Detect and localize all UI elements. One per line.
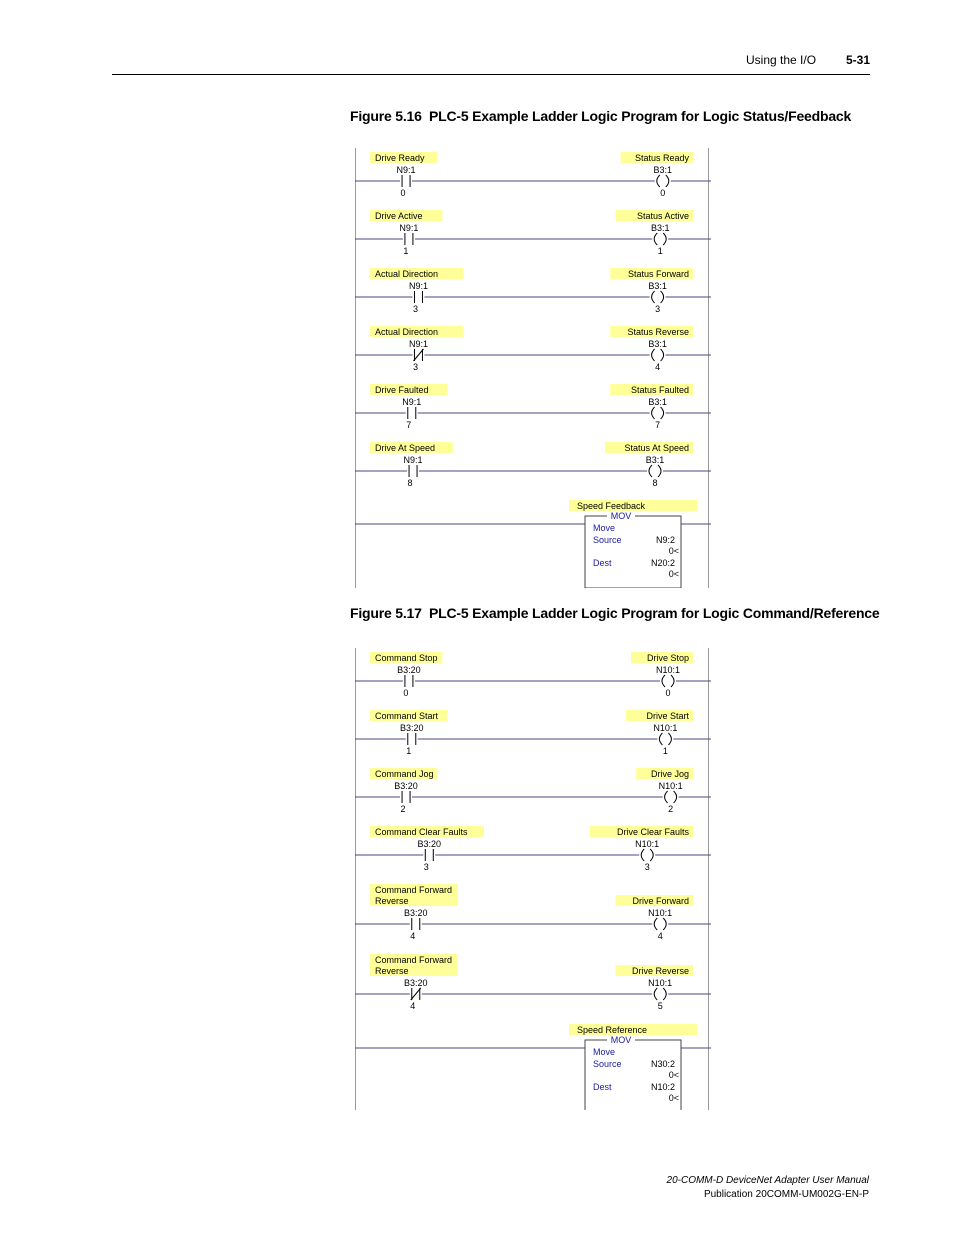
mov-rung [355,500,711,588]
figure-title: PLC-5 Example Ladder Logic Program for Logic Command/Reference [429,605,880,621]
ladder-rung [355,268,711,314]
output-address: B3:1 [648,281,667,291]
input-label: Command Stop [375,653,438,663]
input-label: Drive At Speed [375,443,436,453]
ladder-rung [355,884,711,941]
figure-5-16-caption [350,108,851,124]
output-address: N10:1 [658,781,683,791]
input-bit: 4 [410,1001,416,1011]
output-address: N10:1 [653,723,678,733]
input-bit: 3 [412,362,418,372]
input-address: N9:1 [399,223,419,233]
output-bit: 8 [652,478,658,488]
input-bit: 1 [406,746,412,756]
mov-label: Speed Feedback [577,501,646,511]
figure-number: Figure 5.16 [350,108,422,124]
header-section: Using the I/O [746,53,817,67]
mov-instruction: MOV [610,1035,632,1045]
input-address: B3:20 [403,978,428,988]
mov-name: Move [593,523,616,533]
footer-publication: Publication 20COMM-UM002G-EN-P [703,1189,869,1200]
output-bit: 1 [657,246,663,256]
output-label: Status Active [636,211,689,221]
mov-name: Move [593,1047,616,1057]
input-bit: 0 [400,188,406,198]
input-address: B3:20 [403,908,428,918]
output-label: Status Forward [627,269,689,279]
mov-source-address: N9:2 [655,535,675,545]
output-address: B3:1 [648,339,667,349]
input-address: N9:1 [402,397,422,407]
input-label: Command Clear Faults [375,827,468,837]
mov-dest-value: 0< [668,569,679,579]
input-address: B3:20 [400,723,424,733]
mov-source-label: Source [593,1059,622,1069]
mov-source-value: 0< [668,1070,679,1080]
input-bit: 1 [403,246,409,256]
ladder-rung [355,384,711,430]
input-bit: 3 [412,304,418,314]
output-label: Drive Stop [646,653,689,663]
ladder-rung [355,210,711,256]
output-address: N10:1 [635,839,660,849]
figure-title: PLC-5 Example Ladder Logic Program for Logic Status/Feedback [429,108,852,124]
header-page-number: 5-31 [846,53,871,67]
input-label: Command Forward [375,885,453,895]
input-bit: 0 [403,688,409,698]
output-label: Drive Forward [632,896,689,906]
output-address: N10:1 [648,908,673,918]
output-label: Status Ready [634,153,689,163]
output-bit: 4 [655,362,661,372]
output-bit: 4 [657,931,663,941]
input-bit: 2 [400,804,406,814]
mov-rung [355,1024,711,1110]
output-label: Drive Jog [650,769,689,779]
ladder-rung [355,152,711,198]
input-label: Reverse [375,896,409,906]
input-address: N9:1 [408,339,428,349]
input-address: B3:20 [394,781,418,791]
input-address: B3:20 [417,839,442,849]
header-rule [112,74,870,75]
input-bit: 7 [406,420,412,430]
ladder-rung [355,652,711,698]
input-label: Drive Active [375,211,423,221]
input-address: N9:1 [396,165,416,175]
output-bit: 0 [665,688,671,698]
output-label: Status Faulted [630,385,689,395]
output-bit: 5 [657,1001,663,1011]
footer-manual-title: 20-COMM-D DeviceNet Adapter User Manual [666,1175,869,1186]
ladder-svg [355,648,711,1110]
mov-dest-address: N10:2 [650,1082,675,1092]
figure-number: Figure 5.17 [350,605,422,621]
input-label: Actual Direction [375,269,439,279]
input-address: B3:20 [397,665,421,675]
input-bit: 3 [423,862,429,872]
mov-label: Speed Reference [577,1025,648,1035]
mov-instruction: MOV [610,511,632,521]
input-address: N9:1 [403,455,423,465]
ladder-rung [355,826,711,872]
output-label: Drive Start [646,711,689,721]
input-label: Drive Faulted [375,385,429,395]
input-label: Command Forward [375,955,453,965]
ladder-svg [355,148,711,588]
input-label: Command Start [375,711,439,721]
input-label: Command Jog [375,769,434,779]
ladder-rung [355,326,711,372]
mov-dest-value: 0< [668,1093,679,1103]
output-label: Status At Speed [624,443,689,453]
ladder-rung [355,768,711,814]
output-label: Drive Clear Faults [616,827,689,837]
output-address: N10:1 [648,978,673,988]
ladder-rung [355,442,711,488]
ladder-diagram-status-feedback [355,148,711,588]
output-address: B3:1 [653,165,673,175]
output-bit: 1 [662,746,668,756]
ladder-rung [355,954,711,1011]
output-address: B3:1 [645,455,665,465]
mov-source-address: N30:2 [650,1059,675,1069]
input-label: Reverse [375,966,409,976]
output-bit: 0 [660,188,666,198]
output-bit: 2 [668,804,674,814]
input-bit: 4 [410,931,416,941]
figure-5-17-caption [350,605,879,621]
output-label: Status Reverse [627,327,689,337]
output-address: B3:1 [650,223,670,233]
input-address: N9:1 [408,281,428,291]
mov-dest-address: N20:2 [650,558,675,568]
output-bit: 7 [655,420,661,430]
mov-source-label: Source [593,535,622,545]
mov-source-value: 0< [668,546,679,556]
ladder-rung [355,710,711,756]
output-bit: 3 [655,304,661,314]
input-label: Drive Ready [375,153,425,163]
output-address: N10:1 [655,665,681,675]
mov-dest-label: Dest [593,1082,612,1092]
input-bit: 8 [407,478,413,488]
output-label: Drive Reverse [631,966,689,976]
mov-dest-label: Dest [593,558,612,568]
ladder-diagram-command-reference [355,648,711,1110]
output-bit: 3 [644,862,650,872]
output-address: B3:1 [648,397,667,407]
input-label: Actual Direction [375,327,439,337]
